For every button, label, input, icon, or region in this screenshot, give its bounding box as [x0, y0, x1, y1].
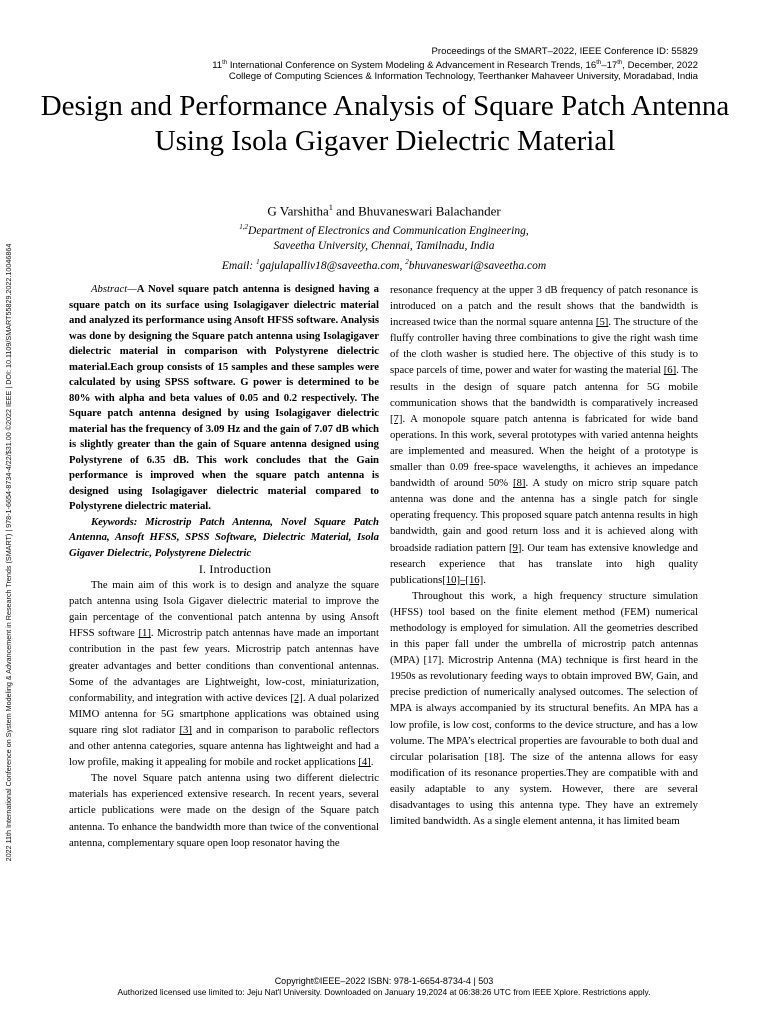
college-line: College of Computing Sciences & Information Technology, Teerthanker Mahaveer University, Moradabad, India [228, 71, 698, 83]
author-list: G Varshitha$^1$ and Bhuvaneswari Balachander [267, 203, 501, 219]
citation-link[interactable]: [7] [390, 412, 403, 425]
citation-link[interactable]: [5] [595, 316, 609, 329]
citation-link[interactable]: [2] [290, 691, 303, 704]
conference-line: 11th International Conference on System Modeling & Advancement in Research Trends, 16th–17th, December, 2022 [212, 59, 698, 71]
email-link-1[interactable]: gajulapalliv18@saveetha.com, [259, 259, 406, 272]
section-heading-introduction: I. Introduction [198, 562, 272, 576]
department-line: $^{1,2}$Department of Electronics and Communication Engineering, [239, 223, 529, 237]
proceedings-line: Proceedings of the SMART–2022, IEEE Conference ID: 55829 [431, 46, 698, 57]
citation-link[interactable]: [10]–[16] [442, 573, 484, 586]
intro-paragraph-1: The main aim of this work is to design and analyze the square patch antenna using Isola Gigaver dielectric material to improve the gain percentage of the conventional patch antenna by using Ansoft HFSS software [1]. Microstrip patch antennas have made an important contribution in the past few years. Microstrip patch antennas have greater advantages and better conditions than conventional antennas. Some of the advantages are Lightweight, low-cost, miniaturization, conformability, and integration with active devices [2]. A dual polarized MIMO antenna for 5G smartphone applications was obtained using square ring slot radiator [3] and in comparison to parabolic reflectors and other antenna categories, square antenna has lightweight and had a low profile, making it appealing for mobile and rocket applications [4]. [69, 579, 379, 769]
citation-link[interactable]: [6] [663, 364, 677, 377]
citation-link[interactable]: [4] [358, 756, 371, 769]
copyright-footer: Copyright©IEEE–2022 ISBN: 978-1-6654-8734-4 | 503 [274, 976, 494, 986]
affiliation [0, 220, 768, 274]
paper-title: Design and Performance Analysis of Square Patch Antenna Using Isola Gigaver Dielectric Material [40, 90, 730, 157]
right-column [390, 282, 698, 829]
email-line: Email: $^1$gajulapalliv18@saveetha.com, $^2$bhuvaneswari@saveetha.com [221, 257, 547, 272]
license-footer: Authorized licensed use limited to: Jeju Nat'l University. Downloaded on January 19,2024 at 06:38:26 UTC from IEEE Xplore. Restrictions apply. [117, 987, 651, 997]
intro-paragraph-3: Throughout this work, a high frequency structure simulation (HFSS) tool based on the finite element method (FEM) numerical methodology is employed for simulation. All the geometries described in this paper fall under the umbrella of microstrip patch antennas (MPA) [17]. Microstrip Antenna (MA) technique is first heard in the 1950s as revolutionary feeding ways to obtain improved BW, Gain, and precise prediction of numerically analysed outcomes. The selection of MPA is always accompanied by its structural benefits. An MPA has a low profile, is low cost, conforms to the device structure, and has a low volume. The MPA’s electrical properties are favourable to both dual and circular polarisation [18]. The size of the antenna allows for easy modification of its resonance properties.They are compatible with and easily adaptable to any system. However, there are several disadvantages to using this antenna type. They have an extremely limited bandwidth. As a single element antenna, it has limited beam [390, 589, 698, 828]
proceedings-header [212, 46, 698, 83]
left-column [69, 282, 379, 851]
side-doi-text: 2022 11th International Conference on System Modeling & Advancement in Research Trends (SMART) | 978-1-6654-8734-4/22/$31.00 ©2022 IEEE | DOI: 10.1109/SMART55829.2022.10046864 [4, 243, 13, 862]
citation-link[interactable]: [3] [179, 723, 192, 736]
citation-link[interactable]: [9] [508, 541, 522, 554]
intro-paragraph-2: The novel Square patch antenna using two different dielectric materials has experienced extensive research. In recent years, several article publications were made on the design of the Square patch antenna. To enhance the bandwidth more than twice of the conventional antenna, complementary square open loop resonator having the [69, 772, 379, 849]
citation-link[interactable]: [1] [138, 627, 151, 640]
email-link-2[interactable]: bhuvaneswari@saveetha.com [408, 259, 547, 272]
university-line: Saveetha University, Chennai, Tamilnadu, India [273, 240, 495, 253]
keywords: Keywords: Microstrip Patch Antenna, Novel Square Patch Antenna, Ansoft HFSS, SPSS Software, Dielectric Material, Isola Gigaver Dielectric, Polystyrene Dielectric [69, 515, 379, 559]
abstract: Abstract—A Novel square patch antenna is designed having a square patch on its surface using Isolagigaver dielectric material and analyzed its performance using Ansoft HFSS software. Analysis was done by designing the Square patch antenna using Isolagigaver dielectric material in comparison with Polystyrene dielectric material.Each group consists of 15 samples and these samples were calculated by using SPSS software. G power is determined to be 80% with alpha and beta values of 0.05 and 0.2 respectively. The Square patch antenna designed by using Isolagigaver dielectric material has the frequency of 3.09 Hz and the gain of 7.07 dB which is slightly greater than the gain of Square antenna designed using Polystyrene of 6.35 dB. This work concludes that the Gain performance is improved when the square patch antenna is designed using Isolagigaver dielectric material compared to Polystyrene dielectric material. [69, 283, 379, 512]
intro-paragraph-2-cont: resonance frequency at the upper 3 dB frequency of patch resonance is introduced on a patch and the result shows that the bandwidth is increased twice than the normal square antenna [5]. The structure of the fluffy controller having three combinations to give the right wash time of the cloth washer is studied here. The objective of this study is to space parcels of time, power and water for wasting the material [6]. The results in the design of square patch antenna for 5G mobile communication shows that the bandwidth is comparatively increased [7]. A monopole square patch antenna is fabricated for wide band operations. In this work, several prototypes with varied antenna heights are implemented and measured. When the height of a prototype is smaller than 0.09 free-space wavelengths, it achieves an impedance bandwidth of around 50% [8]. A study on micro strip square patch antenna was done and the antenna has a single patch for single operating frequency. This proposed square patch antenna results in high bandwidth, gain and good return loss and it is achieved along with broadside radiation pattern [9]. Our team has extensive knowledge and research experience that has translate into high quality publications[10]–[16]. [390, 284, 699, 586]
citation-link[interactable]: [8] [513, 477, 526, 490]
